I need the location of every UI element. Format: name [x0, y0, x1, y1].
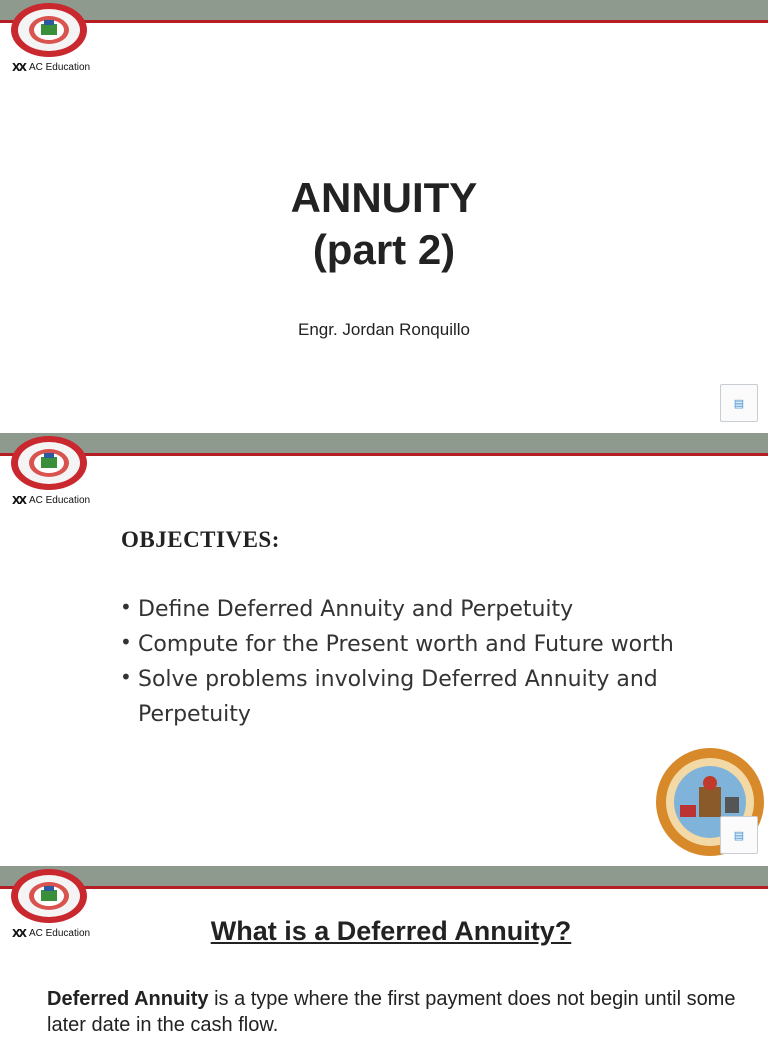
deferred-annuity-heading: What is a Deferred Annuity? [210, 916, 572, 946]
ac-logo-text: AC Education [28, 494, 91, 506]
objectives-list [118, 592, 718, 732]
university-seal-icon [10, 2, 88, 58]
ac-logo-mark: XX [12, 60, 25, 74]
definition-term: Deferred Annuity [47, 988, 209, 1010]
author-name: Engr. Jordan Ronquillo [297, 320, 470, 339]
list-item: • Compute for the Present worth and Future worth [118, 627, 718, 662]
top-red-line [0, 886, 768, 889]
slide-nav-button[interactable] [720, 816, 758, 854]
definition-text: is a type where the first payment does not begin until some later date in the cash flow. [47, 988, 736, 1036]
slide-objectives [0, 433, 768, 866]
top-bar [0, 433, 768, 453]
slide-nav-button[interactable] [720, 384, 758, 422]
ac-education-logo [12, 493, 90, 507]
slide-title-line1: ANNUITY [290, 174, 478, 221]
slide-icon: ▤ [733, 397, 745, 410]
slide-icon: ▤ [733, 829, 745, 842]
slide-title-line2: (part 2) [312, 226, 456, 273]
slide-title [0, 0, 768, 433]
top-red-line [0, 20, 768, 23]
list-item: • Solve problems involving Deferred Annuity and Perpetuity [118, 662, 718, 732]
ac-education-logo [12, 60, 90, 74]
ac-logo-text: AC Education [28, 61, 91, 73]
deferred-annuity-definition [47, 986, 737, 1038]
ac-logo-text: AC Education [28, 927, 91, 939]
top-bar [0, 0, 768, 20]
ac-logo-mark: XX [12, 493, 25, 507]
top-bar [0, 866, 768, 886]
university-seal-icon [10, 435, 88, 491]
slide-deferred-annuity [0, 866, 768, 1036]
top-red-line [0, 453, 768, 456]
list-item: • Define Deferred Annuity and Perpetuity [118, 592, 718, 627]
ac-logo-mark: XX [12, 926, 25, 940]
objectives-heading: OBJECTIVES: [121, 527, 280, 552]
